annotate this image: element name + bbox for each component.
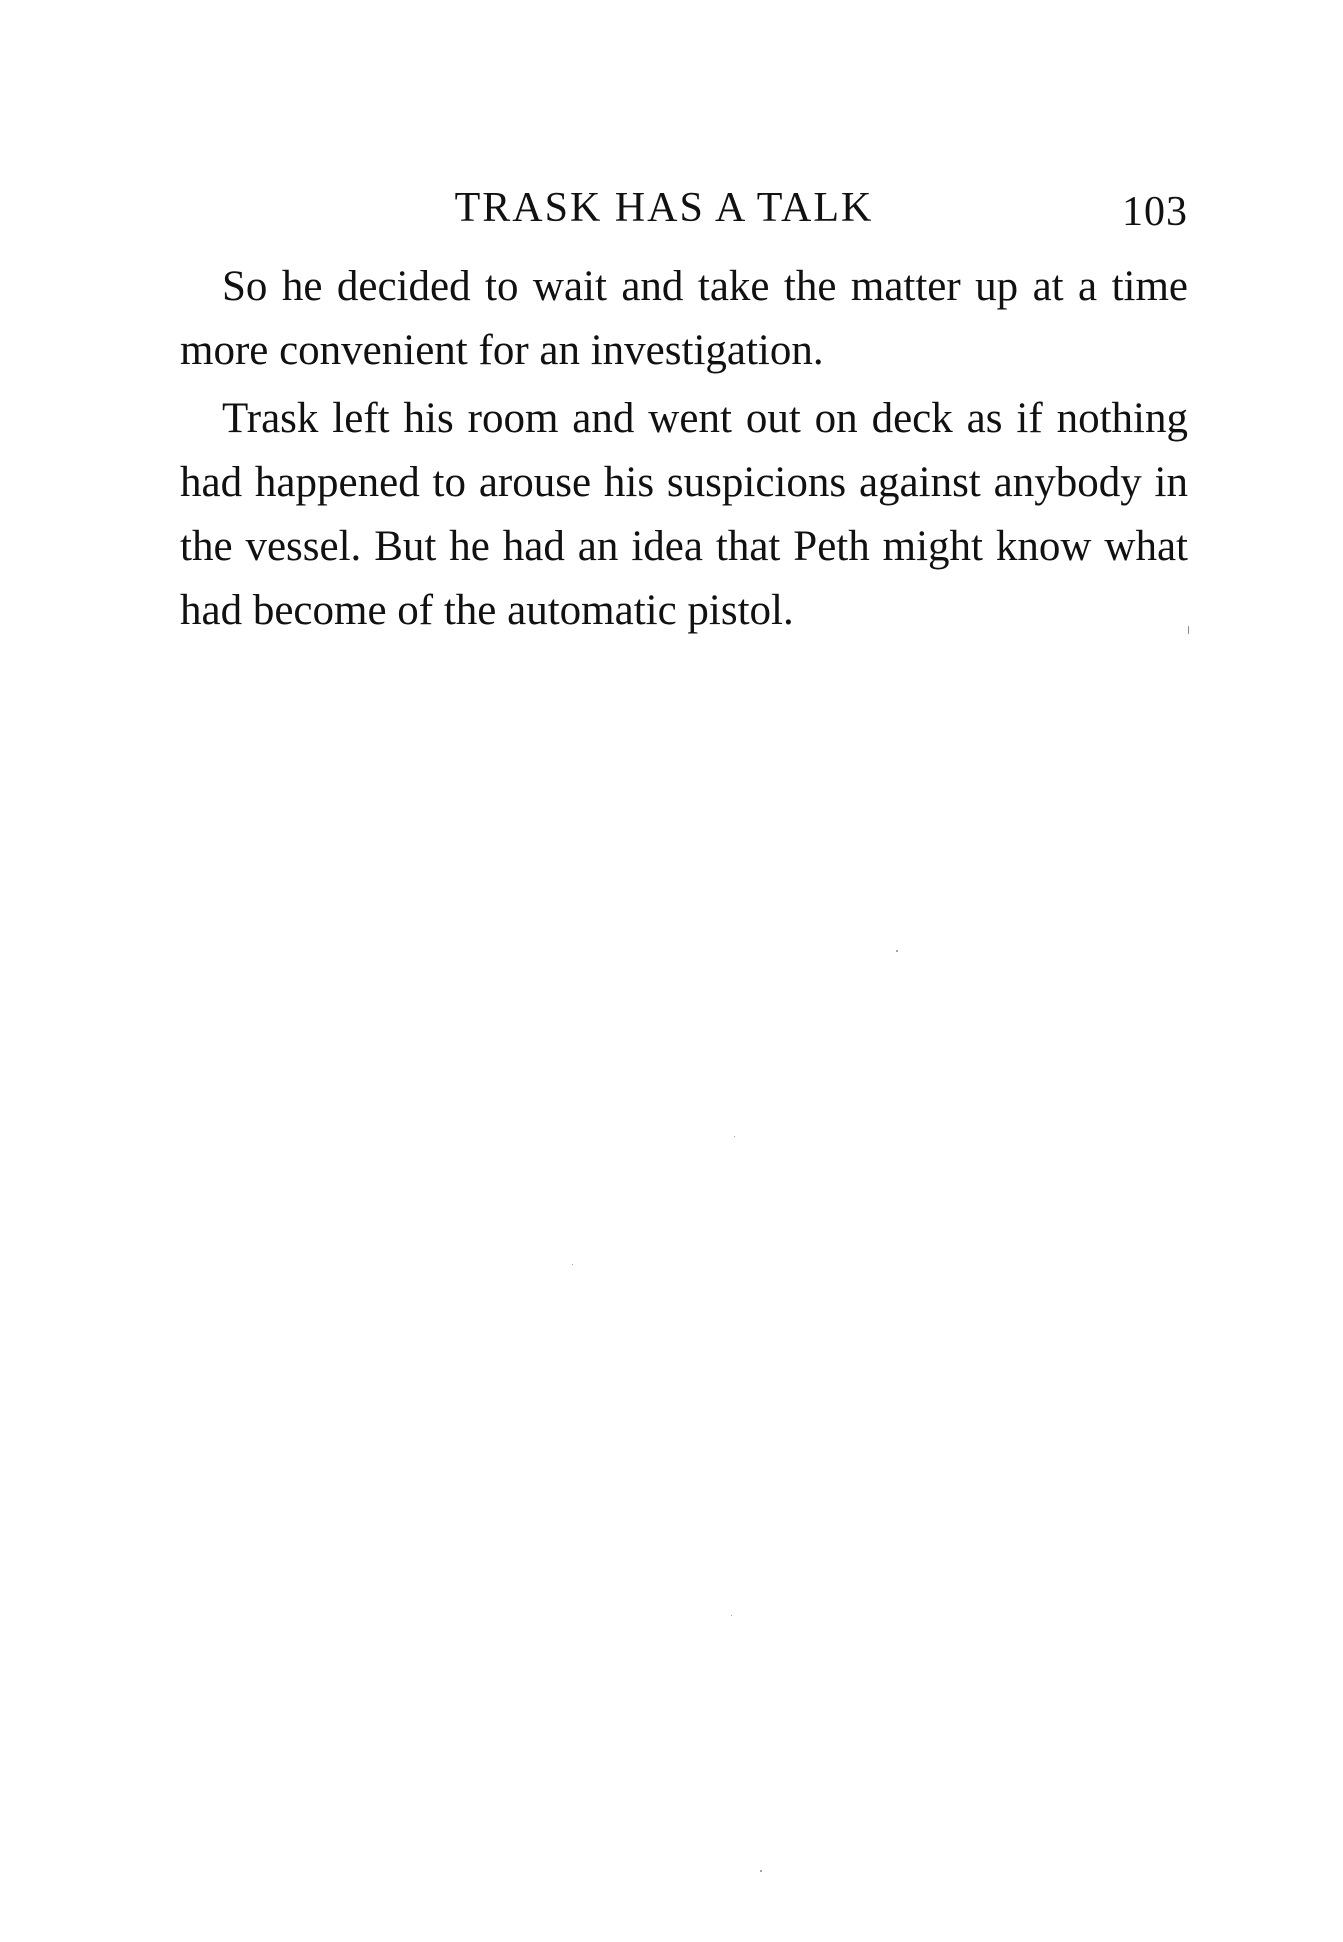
scan-speck: [896, 950, 898, 952]
scan-speck: [1188, 626, 1189, 634]
paragraph: So he decided to wait and take the matter up at a time more convenient for an investigation.: [180, 263, 1188, 374]
scan-speck: [572, 1264, 573, 1265]
body-text: [180, 255, 1188, 643]
running-title: TRASK HAS A TALK: [454, 185, 874, 231]
scan-speck: [760, 1870, 762, 1872]
scan-speck: [731, 1615, 732, 1616]
paragraph: Trask left his room and went out on deck as if nothing had happened to arouse his suspicions against anybody in the vessel. But he had an idea that Peth might know what had become of the automatic pistol.: [180, 395, 1188, 634]
page-number: 103: [1122, 189, 1188, 235]
scan-speck: [734, 1136, 735, 1137]
running-head: [180, 178, 1188, 238]
